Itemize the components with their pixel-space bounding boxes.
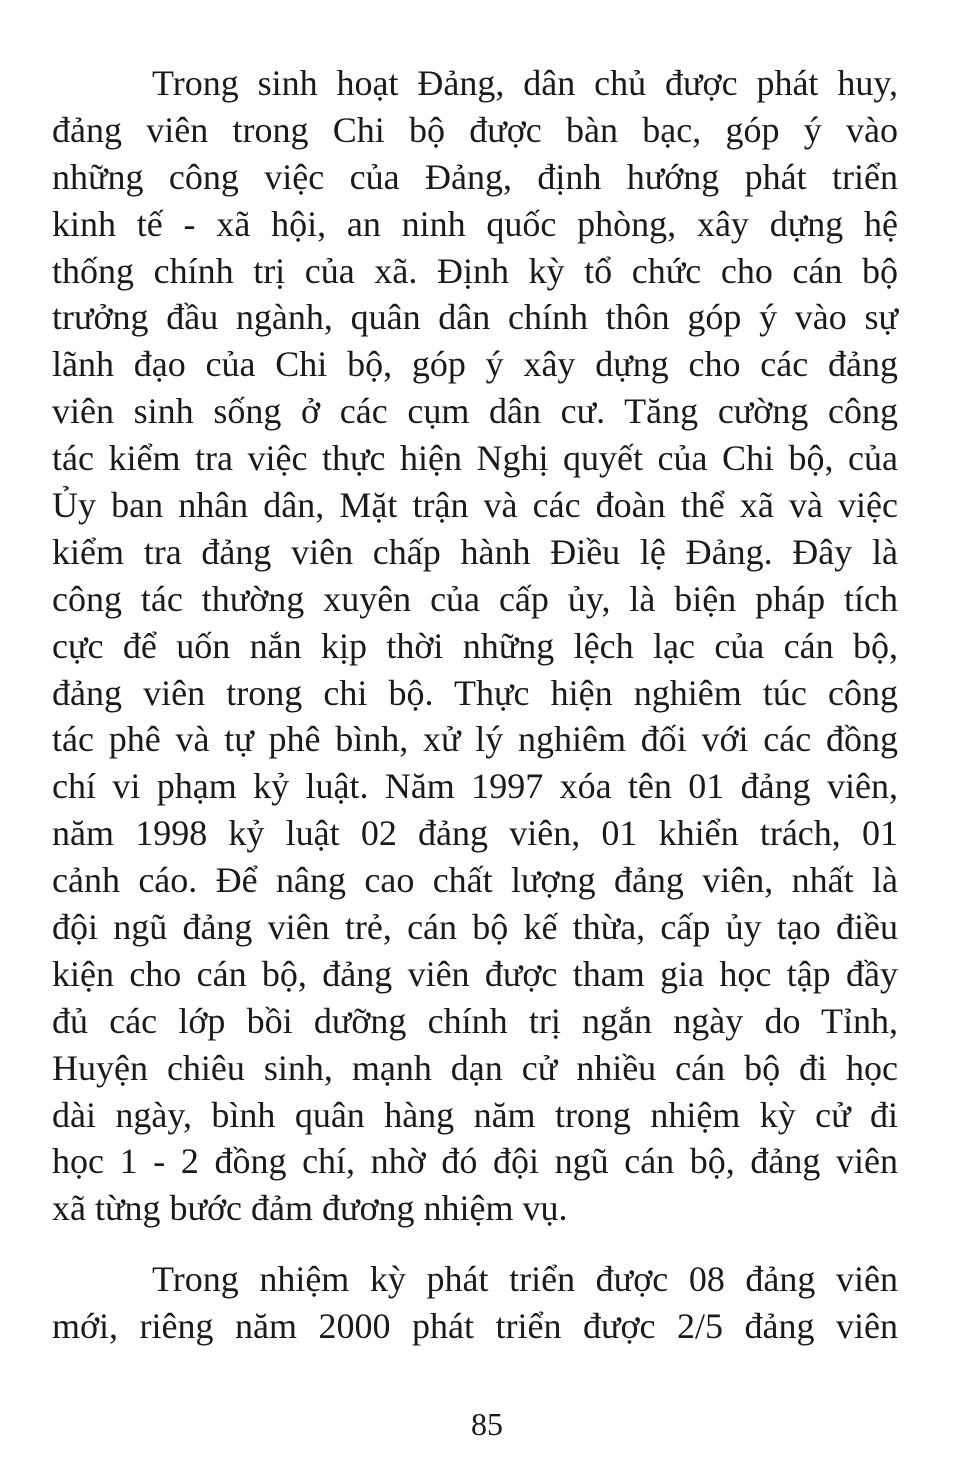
paragraph-1 [52,60,898,1232]
text-line: năm 1998 kỷ luật 02 đảng viên, 01 khiển trách, 01 [52,813,898,854]
text-line: kinh tế - xã hội, an ninh quốc phòng, xây dựng hệ [52,203,898,244]
text-line: xã từng bước đảm đương nhiệm vụ. [52,1188,568,1229]
text-line: đủ các lớp bồi dưỡng chính trị ngắn ngày do Tỉnh, [52,1000,898,1041]
text-line: thống chính trị của xã. Định kỳ tổ chức cho cán bộ [52,250,898,291]
text-line: mới, riêng năm 2000 phát triển được 2/5 đảng viên [52,1305,898,1346]
text-line: kiện cho cán bộ, đảng viên được tham gia học tập đầy [52,953,898,994]
text-line: viên sinh sống ở các cụm dân cư. Tăng cường công [52,391,898,432]
text-line: tác kiểm tra việc thực hiện Nghị quyết của Chi bộ, của [52,438,898,479]
text-line: công tác thường xuyên của cấp ủy, là biện pháp tích [52,578,898,619]
text-line: cực để uốn nắn kịp thời những lệch lạc của cán bộ, [52,625,898,666]
text-line: đảng viên trong Chi bộ được bàn bạc, góp ý vào [52,109,898,150]
text-line: đội ngũ đảng viên trẻ, cán bộ kế thừa, cấp ủy tạo điều [52,907,898,948]
text-line: cảnh cáo. Để nâng cao chất lượng đảng viên, nhất là [52,860,898,901]
text-line: kiểm tra đảng viên chấp hành Điều lệ Đảng. Đây là [52,531,898,572]
text-line: Trong sinh hoạt Đảng, dân chủ được phát huy, [152,63,898,103]
text-line: Ủy ban nhân dân, Mặt trận và các đoàn thể xã và việc [52,485,898,526]
text-line: học 1 - 2 đồng chí, nhờ đó đội ngũ cán bộ, đảng viên [52,1141,898,1182]
text-line: trưởng đầu ngành, quân dân chính thôn góp ý vào sự [52,297,898,338]
paragraph-2 [52,1256,898,1350]
text-line: chí vi phạm kỷ luật. Năm 1997 xóa tên 01 đảng viên, [52,766,898,807]
text-line: Huyện chiêu sinh, mạnh dạn cử nhiều cán bộ đi học [52,1047,898,1088]
text-line: tác phê và tự phê bình, xử lý nghiêm đối với các đồng [52,719,898,760]
page-number: 85 [471,1406,503,1442]
text-line: đảng viên trong chi bộ. Thực hiện nghiêm túc công [52,672,898,713]
text-line: Trong nhiệm kỳ phát triển được 08 đảng viên [152,1259,898,1299]
text-line: lãnh đạo của Chi bộ, góp ý xây dựng cho các đảng [52,344,898,385]
text-line: dài ngày, bình quân hàng năm trong nhiệm kỳ cử đi [52,1094,898,1135]
text-line: những công việc của Đảng, định hướng phát triển [52,156,898,197]
